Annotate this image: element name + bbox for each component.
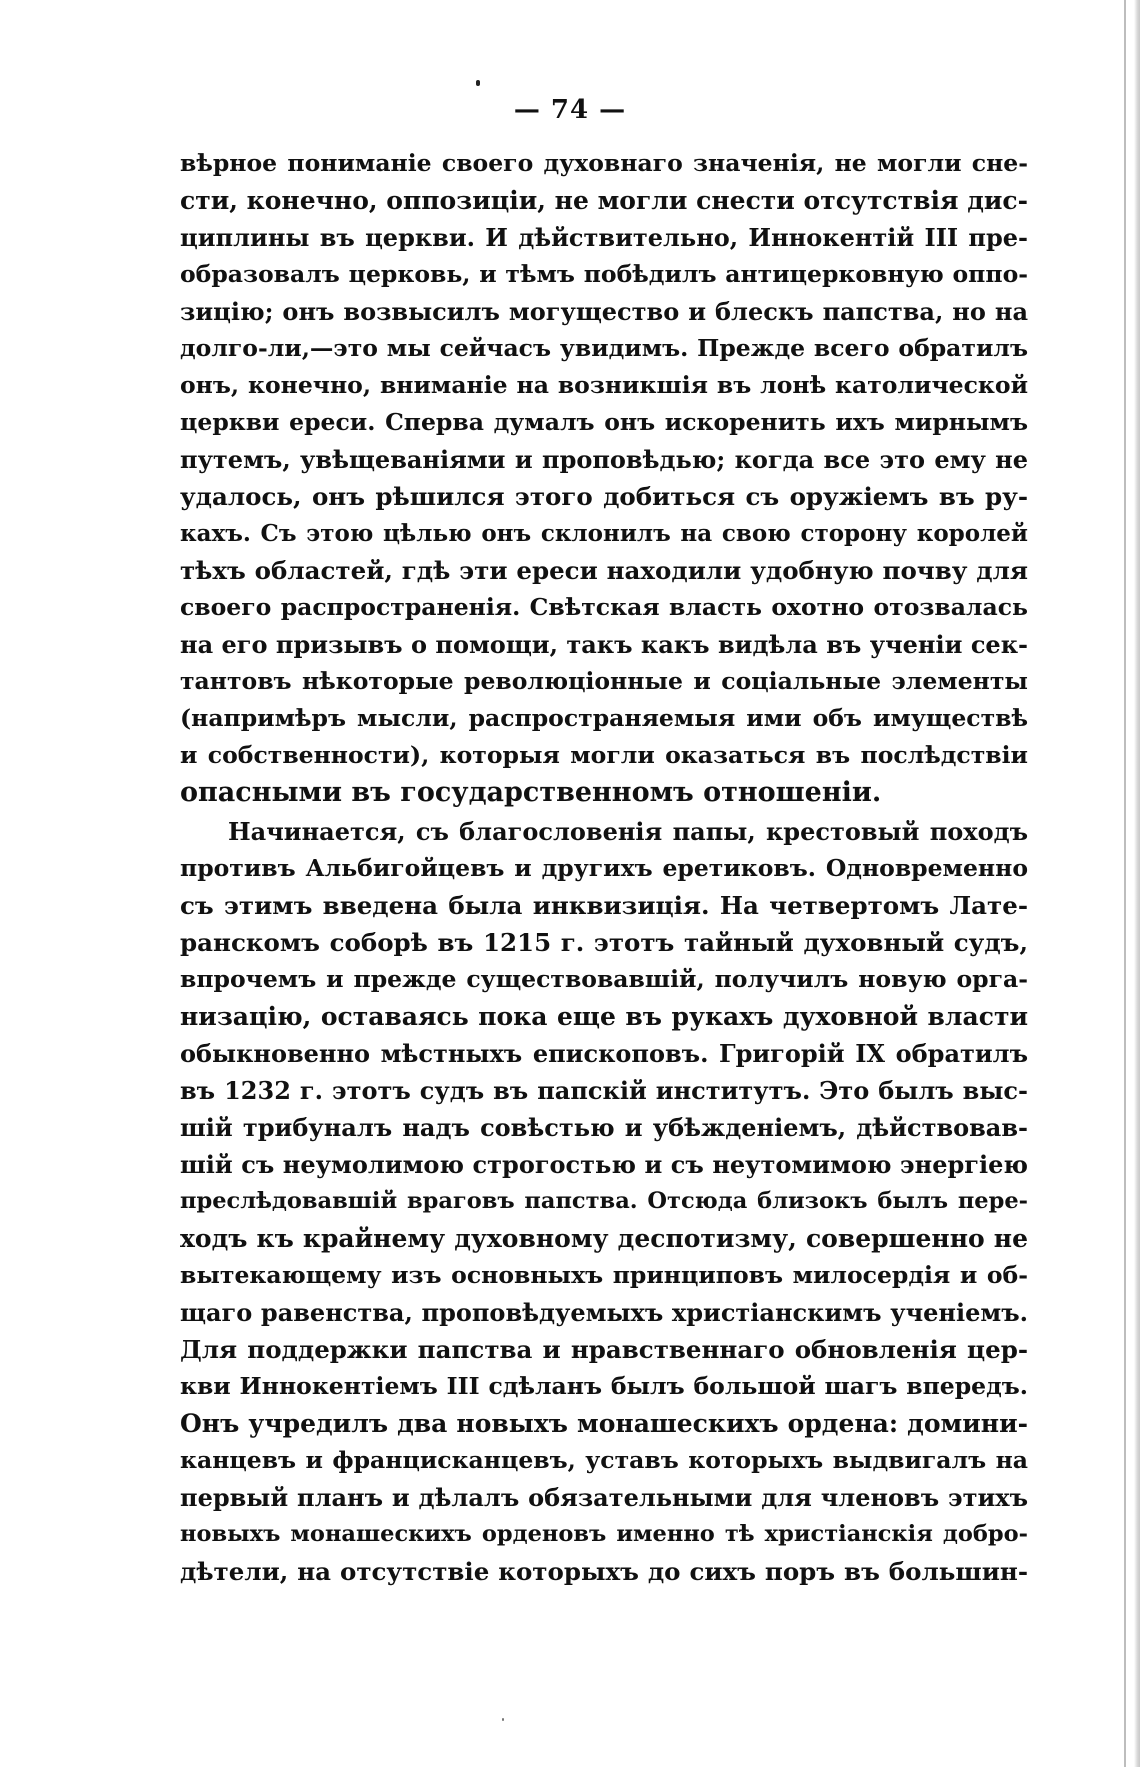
text-line: тѣхъ областей, гдѣ эти ереси находили удобную почву для [180,556,1028,585]
text-line: щаго равенства, проповѣдуемыхъ христіанскимъ ученіемъ. [180,1298,1028,1327]
ink-speck [476,80,480,86]
text-line: Онъ учредилъ два новыхъ монашескихъ ордена: домини- [180,1409,1028,1438]
text-line: онъ, конечно, вниманіе на возникшія въ лонѣ католической [180,371,1028,399]
text-line: Начинается, съ благословенія папы, крестовый походъ [228,817,1028,846]
text-line: противъ Альбигойцевъ и другихъ еретиковъ. Одновременно [180,854,1028,882]
body-text [180,145,1028,1590]
text-line: въ 1232 г. этотъ судъ въ папскій институтъ. Это былъ выс- [180,1076,1028,1105]
text-line: циплины въ церкви. И дѣйствительно, Иннокентій III пре- [180,223,1028,252]
text-line: низацію, оставаясь пока еще въ рукахъ духовной власти [180,1002,1028,1031]
text-line: сти, конечно, оппозиціи, не могли снести отсутствія дис- [180,186,1028,215]
text-line: преслѣдовавшій враговъ папства. Отсюда близокъ былъ пере- [180,1188,1028,1214]
text-line: Для поддержки папства и нравственнаго обновленія цер- [180,1335,1028,1364]
text-line: шій съ неумолимою строгостью и съ неутомимою энергіею [180,1150,1028,1179]
text-line: дѣтели, на отсутствіе которыхъ до сихъ поръ въ большин- [180,1557,1028,1586]
text-line: вытекающему изъ основныхъ принциповъ милосердія и об- [180,1261,1028,1289]
text-line: удалось, онъ рѣшился этого добиться съ оружіемъ въ ру- [180,482,1028,511]
text-line: вѣрное пониманіе своего духовнаго значенія, не могли сне- [180,149,1028,177]
text-line: долго-ли,—это мы сейчасъ увидимъ. Прежде всего обратилъ [180,334,1028,362]
ink-speck [502,1718,504,1721]
text-line: церкви ереси. Сперва думалъ онъ искоренить ихъ мирнымъ [180,408,1028,436]
text-line: путемъ, увѣщеваніями и проповѣдью; когда все это ему не [180,445,1028,474]
text-line: опасными въ государственномъ отношеніи. [180,777,882,808]
text-line: и собственности), которыя могли оказаться въ послѣдствіи [180,741,1028,769]
page-binding-line [1124,0,1126,1767]
text-line: ранскомъ соборѣ въ 1215 г. этотъ тайный духовный судъ, [180,928,1028,957]
text-line: на его призывъ о помощи, такъ какъ видѣла въ ученіи сек- [180,630,1028,659]
text-line: образовалъ церковь, и тѣмъ побѣдилъ антицерковную оппо- [180,260,1028,288]
text-line: зицію; онъ возвысилъ могущество и блескъ папства, но на [180,297,1028,326]
text-line: кахъ. Съ этою цѣлью онъ склонилъ на свою сторону королей [180,520,1028,547]
text-line: канцевъ и францисканцевъ, уставъ которыхъ выдвигалъ на [180,1446,1028,1474]
text-line: первый планъ и дѣлалъ обязательными для членовъ этихъ [180,1483,1028,1512]
text-line: съ этимъ введена была инквизиція. На четвертомъ Лате- [180,891,1028,920]
paragraph-2 [180,813,1028,1590]
text-line: (напримѣръ мысли, распространяемыя ими объ имуществѣ [180,704,1028,732]
text-line: ходъ къ крайнему духовному деспотизму, совершенно не [180,1224,1028,1253]
text-line: шій трибуналъ надъ совѣстью и убѣжденіемъ, дѣйствовав- [180,1113,1028,1142]
text-line: новыхъ монашескихъ орденовъ именно тѣ христіанскія добро- [180,1521,1028,1547]
text-line: своего распространенія. Свѣтская власть охотно отозвалась [180,593,1028,621]
text-line: тантовъ нѣкоторые революціонные и соціальные элементы [180,667,1028,695]
paragraph-1 [180,145,1028,811]
text-line: обыкновенно мѣстныхъ епископовъ. Григорій IX обратилъ [180,1039,1028,1068]
text-line: кви Иннокентіемъ III сдѣланъ былъ большой шагъ впередъ. [180,1372,1028,1400]
page-binding-edge [1134,0,1140,1767]
text-line: впрочемъ и прежде существовавшій, получилъ новую орга- [180,965,1028,993]
page-number: — 74 — [513,95,627,125]
